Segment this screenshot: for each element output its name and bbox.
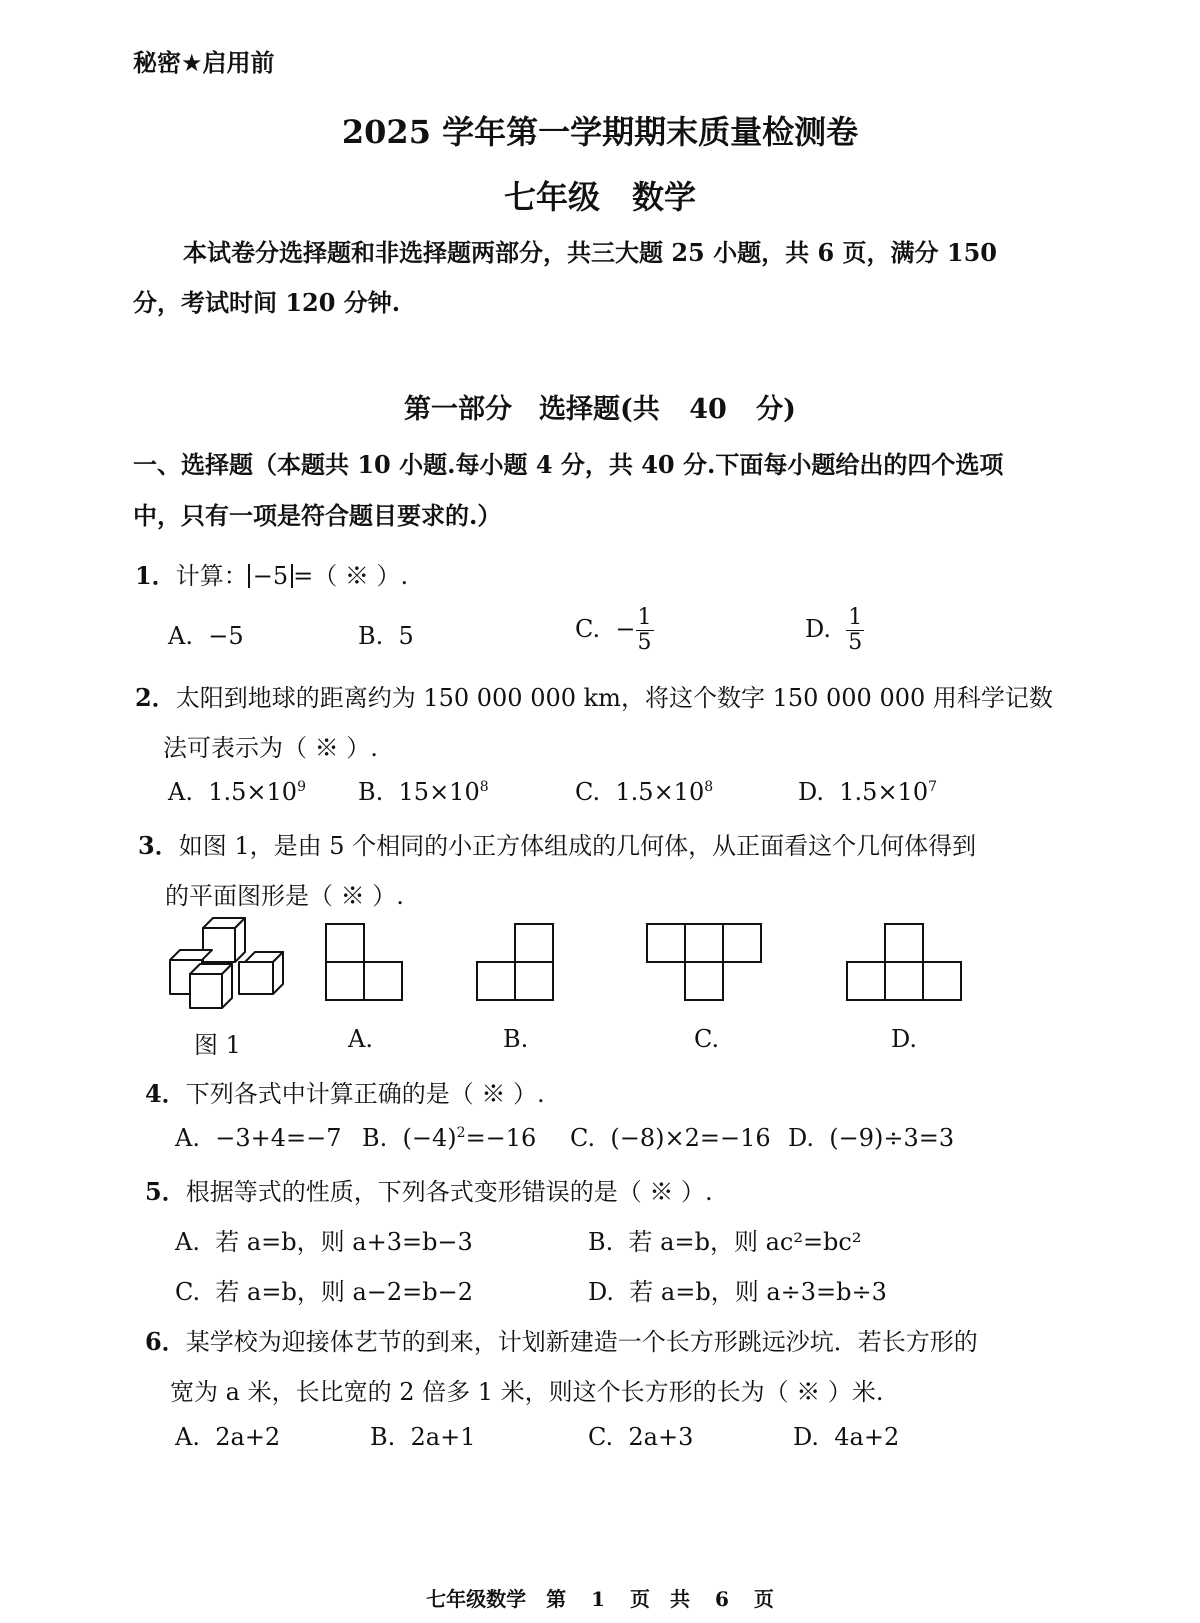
option-label: B. — [358, 778, 384, 806]
question-6-line-2: 宽为 a 米，长比宽的 2 倍多 1 米，则这个长方形的长为（ ※ ）米. — [170, 1378, 884, 1406]
q2-option-b — [358, 778, 489, 806]
fraction — [846, 606, 864, 655]
exam-subtitle: 七年级 数学 — [503, 178, 696, 216]
option-text: (−9)÷3=3 — [829, 1124, 955, 1152]
figure-option-c — [645, 922, 763, 1002]
q2-option-c — [575, 778, 713, 806]
fraction-denominator: 5 — [637, 630, 652, 655]
option-text: (−4) — [402, 1124, 457, 1152]
question-text: 下列各式中计算正确的是（ ※ ）. — [185, 1080, 545, 1108]
option-label: A. — [175, 1423, 200, 1451]
option-label: A. — [175, 1124, 200, 1152]
question-number: 6． — [145, 1327, 186, 1356]
option-label: D. — [588, 1278, 615, 1306]
option-text: 5 — [398, 622, 414, 650]
question-text: 太阳到地球的距离约为 150 000 000 km，将这个数字 150 000 000 用科学记数 — [175, 684, 1053, 712]
option-text: 若 a=b，则 a−2=b−2 — [215, 1278, 473, 1306]
option-text: −5 — [208, 622, 244, 650]
q1-option-d — [805, 606, 864, 655]
option-label: D. — [788, 1124, 815, 1152]
figure-a-label: A. — [348, 1025, 373, 1053]
option-text: 2a+1 — [410, 1423, 476, 1451]
fraction-denominator: 5 — [848, 630, 863, 655]
option-text: 2a+2 — [215, 1423, 281, 1451]
q5-option-b — [588, 1222, 861, 1257]
q6-option-d — [793, 1423, 899, 1451]
option-label: C. — [175, 1278, 201, 1306]
option-label: B. — [370, 1423, 396, 1451]
option-label: D. — [805, 615, 832, 643]
q1-stem-prefix: 计算： — [175, 562, 248, 590]
option-label: D. — [798, 778, 825, 806]
q4-option-a — [175, 1124, 341, 1152]
option-text: −3+4=−7 — [215, 1124, 342, 1152]
q4-option-d — [788, 1124, 954, 1152]
question-text: 根据等式的性质，下列各式变形错误的是（ ※ ）. — [185, 1178, 713, 1206]
option-text: 15×10 — [398, 778, 480, 806]
option-text: 若 a=b，则 ac²=bc² — [628, 1228, 862, 1256]
q1-option-a — [168, 622, 244, 650]
q4-option-b — [362, 1124, 536, 1152]
option-label: B. — [358, 622, 384, 650]
question-3-line-1 — [138, 826, 976, 861]
option-label: B. — [588, 1228, 614, 1256]
figure-option-a — [324, 922, 404, 1002]
absolute-value-expression: −5 — [248, 564, 293, 588]
q1-option-c — [575, 606, 654, 655]
option-label: A. — [168, 778, 193, 806]
option-text: 若 a=b，则 a÷3=b÷3 — [629, 1278, 887, 1306]
figure-1-cube-solid — [160, 910, 290, 1010]
figure-c-label: C. — [694, 1025, 720, 1053]
confidential-label: 秘密★启用前 — [133, 49, 275, 77]
option-label: C. — [575, 778, 601, 806]
question-2-line-2: 法可表示为（ ※ ）. — [163, 734, 378, 762]
figure-option-b — [475, 922, 555, 1002]
fraction — [636, 606, 654, 655]
part-one-title: 第一部分 选择题(共 40 分) — [404, 394, 796, 425]
intro-line-2: 分，考试时间 120 分钟. — [133, 288, 401, 317]
question-text: 某学校为迎接体艺节的到来，计划新建造一个长方形跳远沙坑．若长方形的 — [185, 1328, 978, 1356]
q2-option-a — [168, 778, 306, 806]
page-footer: 七年级数学 第 1 页 共 6 页 — [426, 1587, 774, 1611]
question-3-line-2: 的平面图形是（ ※ ）. — [165, 882, 404, 910]
q6-option-c — [588, 1423, 693, 1451]
exponent: 2 — [456, 1125, 466, 1141]
q1-stem-suffix: =（ ※ ）. — [293, 562, 409, 590]
q5-option-a — [175, 1222, 473, 1257]
figure-b-label: B. — [503, 1025, 529, 1053]
option-text: 1.5×10 — [839, 778, 929, 806]
intro-line-1: 本试卷分选择题和非选择题两部分，共三大题 25 小题，共 6 页，满分 150 — [183, 238, 997, 267]
option-text: 4a+2 — [834, 1423, 900, 1451]
exponent: 8 — [704, 779, 714, 795]
q6-option-b — [370, 1423, 476, 1451]
option-text: (−8)×2=−16 — [610, 1124, 771, 1152]
q2-option-d — [798, 778, 937, 806]
option-label: C. — [588, 1423, 614, 1451]
option-text: 1.5×10 — [615, 778, 705, 806]
section-instructions-line-1: 一、选择题（本题共 10 小题.每小题 4 分，共 40 分.下面每小题给出的四个选项 — [133, 450, 1004, 479]
question-6-line-1 — [145, 1322, 978, 1357]
question-number: 4． — [145, 1079, 186, 1108]
question-number: 3． — [138, 831, 179, 860]
section-instructions-line-2: 中，只有一项是符合题目要求的.） — [133, 501, 502, 530]
option-label: D. — [793, 1423, 820, 1451]
figure-d-label: D. — [891, 1025, 918, 1053]
question-number: 5． — [145, 1177, 186, 1206]
figure-1-label: 图 1 — [194, 1031, 241, 1059]
option-text: 2a+3 — [628, 1423, 694, 1451]
option-label: C. — [575, 615, 601, 643]
exponent: 8 — [479, 779, 489, 795]
question-2-line-1 — [135, 678, 1053, 713]
option-label: B. — [362, 1124, 388, 1152]
option-text: 若 a=b，则 a+3=b−3 — [215, 1228, 473, 1256]
q5-option-d — [588, 1272, 887, 1307]
question-5-stem — [145, 1172, 713, 1207]
option-text: 1.5×10 — [208, 778, 298, 806]
fraction-numerator: 1 — [637, 605, 652, 630]
fraction-numerator: 1 — [848, 605, 863, 630]
fraction-sign: − — [615, 615, 636, 643]
question-number: 2． — [135, 683, 176, 712]
question-number: 1． — [135, 561, 176, 590]
q1-option-b — [358, 622, 414, 650]
option-text: =−16 — [465, 1124, 537, 1152]
question-1-stem — [135, 556, 408, 591]
figure-option-d — [845, 922, 963, 1002]
option-label: A. — [175, 1228, 200, 1256]
question-text: 如图 1，是由 5 个相同的小正方体组成的几何体，从正面看这个几何体得到 — [178, 832, 977, 860]
exam-title: 2025 学年第一学期期末质量检测卷 — [341, 113, 859, 151]
option-label: A. — [168, 622, 193, 650]
q6-option-a — [175, 1423, 280, 1451]
q5-option-c — [175, 1272, 473, 1307]
exponent: 7 — [928, 779, 938, 795]
question-4-stem — [145, 1074, 545, 1109]
option-label: C. — [570, 1124, 596, 1152]
exponent: 9 — [297, 779, 306, 795]
q4-option-c — [570, 1124, 771, 1152]
